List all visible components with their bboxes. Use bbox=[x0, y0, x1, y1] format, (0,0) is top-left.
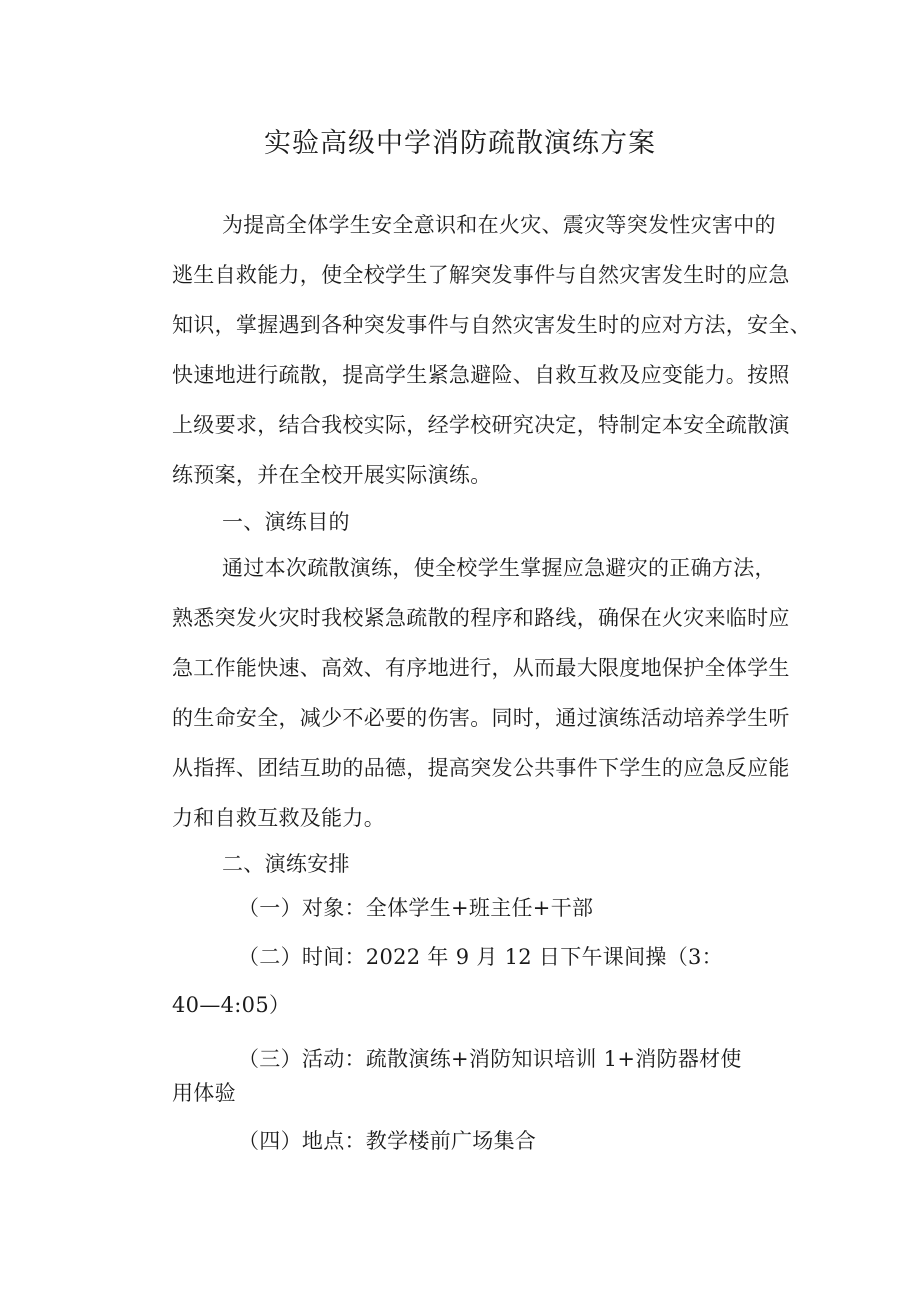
section-heading-arrangement: 二、演练安排 bbox=[222, 852, 350, 876]
intro-line: 快速地进行疏散，提高学生紧急避险、自救互救及应变能力。按照 bbox=[172, 363, 790, 387]
arrangement-item-location: （四）地点：教学楼前广场集合 bbox=[238, 1129, 537, 1153]
intro-line: 为提高全体学生安全意识和在火灾、震灾等突发性灾害中的 bbox=[222, 213, 776, 237]
intro-line: 知识，掌握遇到各种突发事件与自然灾害发生时的应对方法，安全、 bbox=[172, 313, 811, 337]
purpose-line: 从指挥、团结互助的品德，提高突发公共事件下学生的应急反应能 bbox=[172, 756, 790, 780]
intro-line: 上级要求，结合我校实际，经学校研究决定，特制定本安全疏散演 bbox=[172, 413, 790, 437]
arrangement-item-activity-cont: 用体验 bbox=[172, 1081, 236, 1105]
section-heading-purpose: 一、演练目的 bbox=[222, 510, 350, 534]
arrangement-item-time: （二）时间：2022 年 9 月 12 日下午课间操（3： bbox=[238, 945, 723, 969]
purpose-line: 的生命安全，减少不必要的伤害。同时，通过演练活动培养学生听 bbox=[172, 706, 790, 730]
purpose-line: 通过本次疏散演练，使全校学生掌握应急避灾的正确方法， bbox=[222, 556, 776, 580]
arrangement-item-target: （一）对象：全体学生+班主任+干部 bbox=[238, 896, 594, 920]
purpose-line: 力和自救互救及能力。 bbox=[172, 806, 385, 830]
intro-line: 逃生自救能力，使全校学生了解突发事件与自然灾害发生时的应急 bbox=[172, 263, 790, 287]
arrangement-item-time-cont: 40—4:05） bbox=[172, 993, 291, 1017]
document-title: 实验高级中学消防疏散演练方案 bbox=[264, 128, 656, 159]
purpose-line: 急工作能快速、高效、有序地进行，从而最大限度地保护全体学生 bbox=[172, 656, 790, 680]
purpose-line: 熟悉突发火灾时我校紧急疏散的程序和路线，确保在火灾来临时应 bbox=[172, 606, 790, 630]
arrangement-item-activity: （三）活动：疏散演练+消防知识培训 1+消防器材使 bbox=[238, 1047, 742, 1071]
intro-line: 练预案，并在全校开展实际演练。 bbox=[172, 463, 492, 487]
